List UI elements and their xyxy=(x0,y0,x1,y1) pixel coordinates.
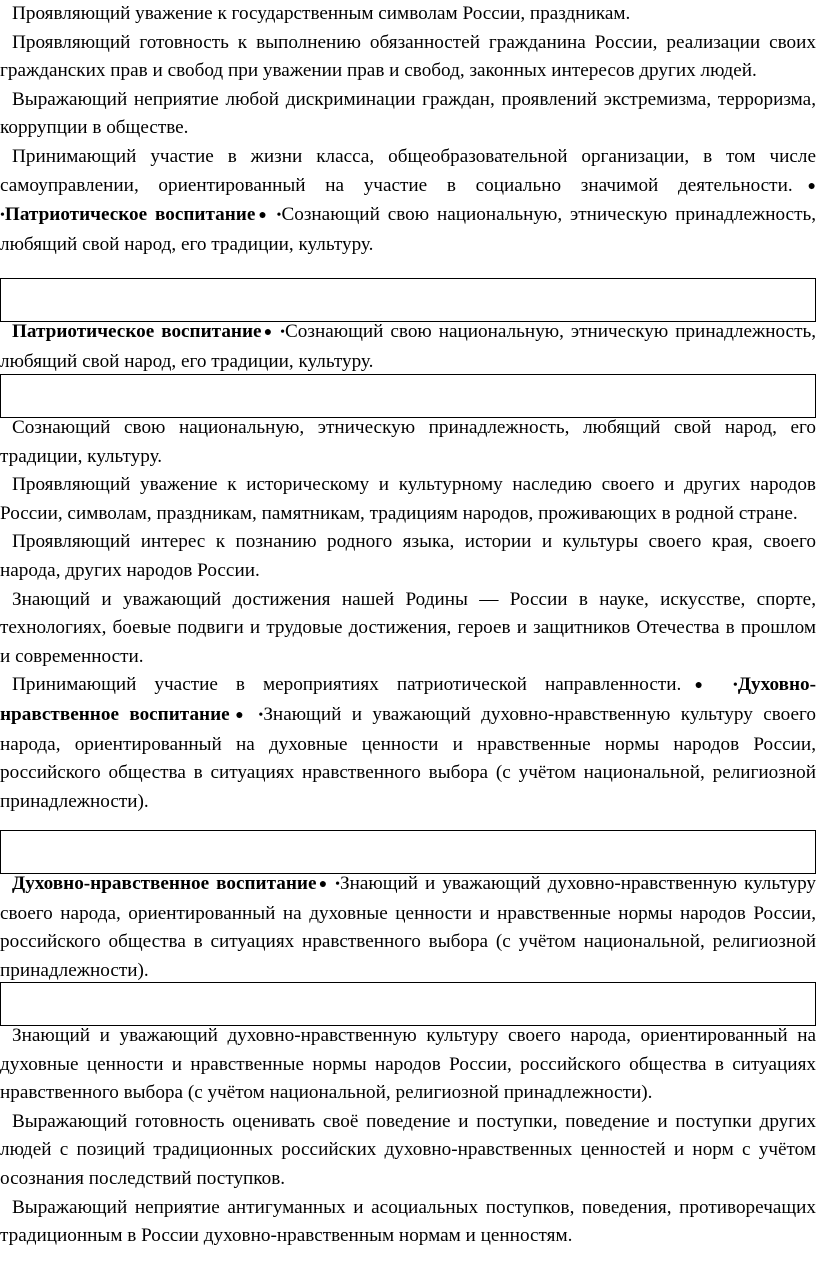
paragraph: Выражающий неприятие любой дискриминации граждан, проявлений экстремизма, терроризма, коррупции в обществе. xyxy=(0,88,816,139)
paragraph-text: Знающий и уважающий духовно-нравственную культуру своего народа, ориентированный на духовные ценности и нравственные нормы народов России, российского общества в ситуациях нравственного выбора (с учётом национальной, религиозной принадлежности). xyxy=(0,873,816,981)
paragraph-text: Знающий и уважающий духовно-нравственную культуру своего народа, ориентированный на духовные ценности и нравственные нормы народов России, российского общества в ситуациях нравственного выбора (с учётом национальной, религиозной принадлежности). xyxy=(0,703,816,812)
bullet-marks: ● • xyxy=(229,707,264,723)
section-patriotic xyxy=(0,414,816,816)
paragraph: Проявляющий готовность к выполнению обязанностей гражданина России, реализации своих гражданских прав и свобод при уважении прав и свобод, законных интересов других людей. xyxy=(0,31,816,82)
paragraph xyxy=(0,143,816,259)
paragraph xyxy=(0,870,816,985)
paragraph: Сознающий свою национальную, этническую принадлежность, любящий свой народ, его традиции, культуру. xyxy=(0,417,816,467)
paragraph-text: Принимающий участие в жизни класса, общеобразовательной организации, в том числе самоуправлении, ориентированный на участие в социально значимой деятельности. xyxy=(0,145,816,196)
section-patriotic-heading xyxy=(0,318,816,376)
paragraph xyxy=(0,318,816,376)
section-heading-inline: Духовно-нравственное воспитание xyxy=(0,674,816,725)
empty-table-cell xyxy=(0,278,816,322)
bullet-marks: ● • xyxy=(0,178,816,224)
bullet-marks: ● • xyxy=(261,325,285,340)
paragraph-text: Принимающий участие в мероприятиях патриотической направленности. xyxy=(12,674,682,696)
section-civic xyxy=(0,0,816,259)
bullet-marks: ● • xyxy=(316,877,340,892)
bullet-marks: ● • xyxy=(681,678,738,694)
empty-table-cell xyxy=(0,374,816,418)
paragraph xyxy=(0,671,816,816)
bullet-marks: ● • xyxy=(255,208,282,224)
paragraph: Проявляющий уважение к государственным символам России, праздникам. xyxy=(12,3,631,24)
section-heading: Духовно-нравственное воспитание xyxy=(12,873,317,894)
paragraph: Выражающий неприятие антигуманных и асоциальных поступков, поведения, противоречащих традиционным в России духовно-нравственным нормам и ценностям. xyxy=(0,1196,816,1247)
paragraph: Проявляющий уважение к историческому и культурному наследию своего и других народов России, символам, праздникам, памятникам, традициям народов, проживающих в родной стране. xyxy=(0,474,816,524)
empty-table-cell xyxy=(0,982,816,1026)
paragraph: Проявляющий интерес к познанию родного языка, истории и культуры своего края, своего народа, других народов России. xyxy=(0,531,816,581)
paragraph: Знающий и уважающий духовно-нравственную культуру своего народа, ориентированный на духовные ценности и нравственные нормы народов России, российского общества в ситуациях нравственного выбора (с учётом национальной, религиозной принадлежности). xyxy=(0,1025,816,1104)
paragraph: Знающий и уважающий достижения нашей Родины — России в науке, искусстве, спорте, технологиях, боевые подвиги и трудовые достижения, героев и защитников Отечества в прошлом и современности. xyxy=(0,588,816,667)
section-heading: Патриотическое воспитание xyxy=(12,321,262,342)
section-heading-inline: Патриотическое воспитание xyxy=(4,204,256,226)
paragraph-text: Сознающий свою национальную, этническую принадлежность, любящий свой народ, его традиции, культуру. xyxy=(0,204,816,255)
paragraph-text: Сознающий свою национальную, этническую принадлежность, любящий свой народ, его традиции, культуру. xyxy=(0,321,816,372)
section-moral-heading xyxy=(0,870,816,985)
empty-table-cell xyxy=(0,830,816,874)
paragraph: Выражающий готовность оценивать своё поведение и поступки, поведение и поступки других людей с позиций традиционных российских духовно-нравственных ценностей и норм с учётом осознания последствий поступков. xyxy=(0,1110,816,1189)
section-moral xyxy=(0,1022,816,1251)
